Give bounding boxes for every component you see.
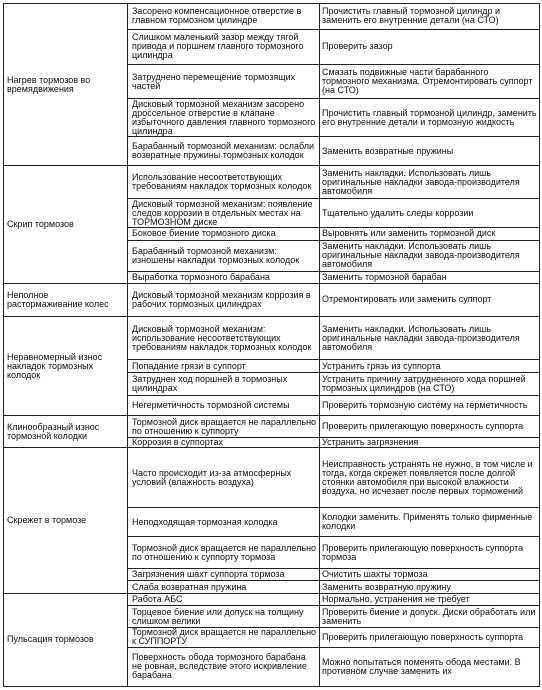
- troubleshooting-table: [3, 3, 540, 687]
- cause-cell: Торцевое биение или допуск на толщину слишком велики: [128, 606, 320, 628]
- table-row: [4, 4, 540, 30]
- cause-cell: Поверхность обода тормозного барабана не ровная, вследствие этого искривление барабана: [128, 647, 320, 686]
- cause-cell: Дисковый тормозной механизм: использование несоответствующих требованиям накладок тормозных колодок: [128, 317, 320, 360]
- remedy-cell: Проверить биение и допуск. Диски обработать или заменить: [320, 606, 540, 628]
- remedy-cell: Неисправность устранять не нужно, в том числе и тогда, когда скрежет появляется после долгой стоянки автомобиля при высокой влажности воздуха, но исчезает после первых торможений: [320, 448, 540, 508]
- symptom-cell: Пульсация тормозов: [4, 593, 128, 686]
- cause-cell: Затруднен ход поршней в тормозных цилиндрах: [128, 372, 320, 395]
- table-row: [4, 317, 540, 360]
- remedy-cell: Заменить возвратную пружину: [320, 581, 540, 593]
- cause-cell: Коррозия в суппортах: [128, 437, 320, 447]
- cause-cell: Дисковый тормозной механизм: появление следов коррозии в отдельных местах на ТОРМОЗНОМ диске: [128, 199, 320, 228]
- cause-cell: Слишком маленький зазор между тягой привода и поршнем главного тормозного цилиндра: [128, 29, 320, 64]
- remedy-cell: Выровнять или заменить тормозной диск: [320, 228, 540, 240]
- remedy-cell: Устранить грязь из суппорта: [320, 360, 540, 372]
- cause-cell: Тормозной диск вращается не параллельно к СУППОРТУ: [128, 627, 320, 647]
- table-row: [4, 448, 540, 508]
- remedy-cell: Колодки заменить. Применять только фирменные колодки: [320, 508, 540, 537]
- cause-cell: Тормозной диск вращается не параллельно по отношению к суппорту: [128, 416, 320, 438]
- remedy-cell: Нормально, устранения не требует: [320, 593, 540, 605]
- remedy-cell: Отремонтировать или заменить суппорт: [320, 283, 540, 316]
- cause-cell: Работа АБС: [128, 593, 320, 605]
- remedy-cell: Прочистить главный тормозной цилиндр и заменить его внутренние детали (на СТО): [320, 4, 540, 30]
- symptom-cell: Скрип тормозов: [4, 166, 128, 284]
- cause-cell: Попадание грязи в суппорт: [128, 360, 320, 372]
- symptom-cell: Неполное растормаживание колес: [4, 283, 128, 316]
- symptom-cell: Неравномерный износ накладок тормозных колодок: [4, 317, 128, 416]
- remedy-cell: Можно попытаться поменять обода местами. В противном случае заменить их: [320, 647, 540, 686]
- cause-cell: Использование несоответствующих требованиям накладок тормозных колодок: [128, 166, 320, 199]
- table-row: [4, 416, 540, 438]
- remedy-cell: Заменить накладки. Использовать лишь оригинальные накладки завода-производителя автомобиля: [320, 240, 540, 271]
- cause-cell: Засорено компенсационное отверстие в главном тормозном цилиндре: [128, 4, 320, 30]
- table-row: [4, 283, 540, 316]
- remedy-cell: Проверить прилегающую поверхность суппорта тормоза: [320, 537, 540, 569]
- cause-cell: Боковое биение тормозного диска: [128, 228, 320, 240]
- cause-cell: Затруднено перемещение тормозящих частей: [128, 64, 320, 98]
- table-row: [4, 166, 540, 199]
- table-body: [4, 4, 540, 687]
- remedy-cell: Прочистить главный тормозной цилиндр, заменить его внутренние детали и тормозную жидкость: [320, 99, 540, 137]
- remedy-cell: Очистить шахты тормоза: [320, 569, 540, 581]
- cause-cell: Дисковый тормозной механизм коррозия в рабочих тормозных цилиндрах: [128, 283, 320, 316]
- table-row: [4, 593, 540, 605]
- cause-cell: Негерметичность тормозной системы: [128, 395, 320, 416]
- cause-cell: Барабанный тормозной механизм: ослабли возвратные пружины тормозных колодок: [128, 137, 320, 166]
- remedy-cell: Смазать подвижные части барабанного тормозного механизма. Отремонтировать суппорт (на СТО): [320, 64, 540, 98]
- cause-cell: Дисковый тормозной механизм засорено дроссельное отверстие в клапане избыточного давления главного тормозного цилиндра: [128, 99, 320, 137]
- remedy-cell: Проверить прилегающую поверхность суппорта: [320, 627, 540, 647]
- cause-cell: Часто происходит из-за атмосферных условий (влажность воздуха): [128, 448, 320, 508]
- remedy-cell: Тщательно удалить следы коррозии: [320, 199, 540, 228]
- remedy-cell: Проверить прилегающую поверхность суппорта: [320, 416, 540, 438]
- cause-cell: Неподходящая тормозная колодка: [128, 508, 320, 537]
- remedy-cell: Заменить возвратные пружины: [320, 137, 540, 166]
- cause-cell: Загрязнения шахт суппорта тормоза: [128, 569, 320, 581]
- remedy-cell: Устранить причину затрудненного хода поршней тормозных цилиндров (на СТО): [320, 372, 540, 395]
- symptom-cell: Нагрев тормозов во времядвижения: [4, 4, 128, 166]
- symptom-cell: Клинообразный износ тормозной колодки: [4, 416, 128, 448]
- remedy-cell: Проверить зазор: [320, 29, 540, 64]
- remedy-cell: Проверить тормозную систему на герметичность: [320, 395, 540, 416]
- cause-cell: Слаба возвратная пружина: [128, 581, 320, 593]
- remedy-cell: Заменить тормозной барабан: [320, 271, 540, 283]
- symptom-cell: Скрежет в тормозе: [4, 448, 128, 594]
- cause-cell: Тормозной диск вращается не параллельно по отношению к суппорту тормоза: [128, 537, 320, 569]
- cause-cell: Выработка тормозного барабана: [128, 271, 320, 283]
- remedy-cell: Устранить загрязнения: [320, 437, 540, 447]
- remedy-cell: Заменить накладки. Использовать лишь оригинальные накладки завода-производителя автомобиля: [320, 166, 540, 199]
- cause-cell: Барабанный тормозной механизм: изношены накладки тормозных колодок: [128, 240, 320, 271]
- remedy-cell: Заменить накладки. Использовать лишь оригинальные накладки завода-производителя автомобиля: [320, 317, 540, 360]
